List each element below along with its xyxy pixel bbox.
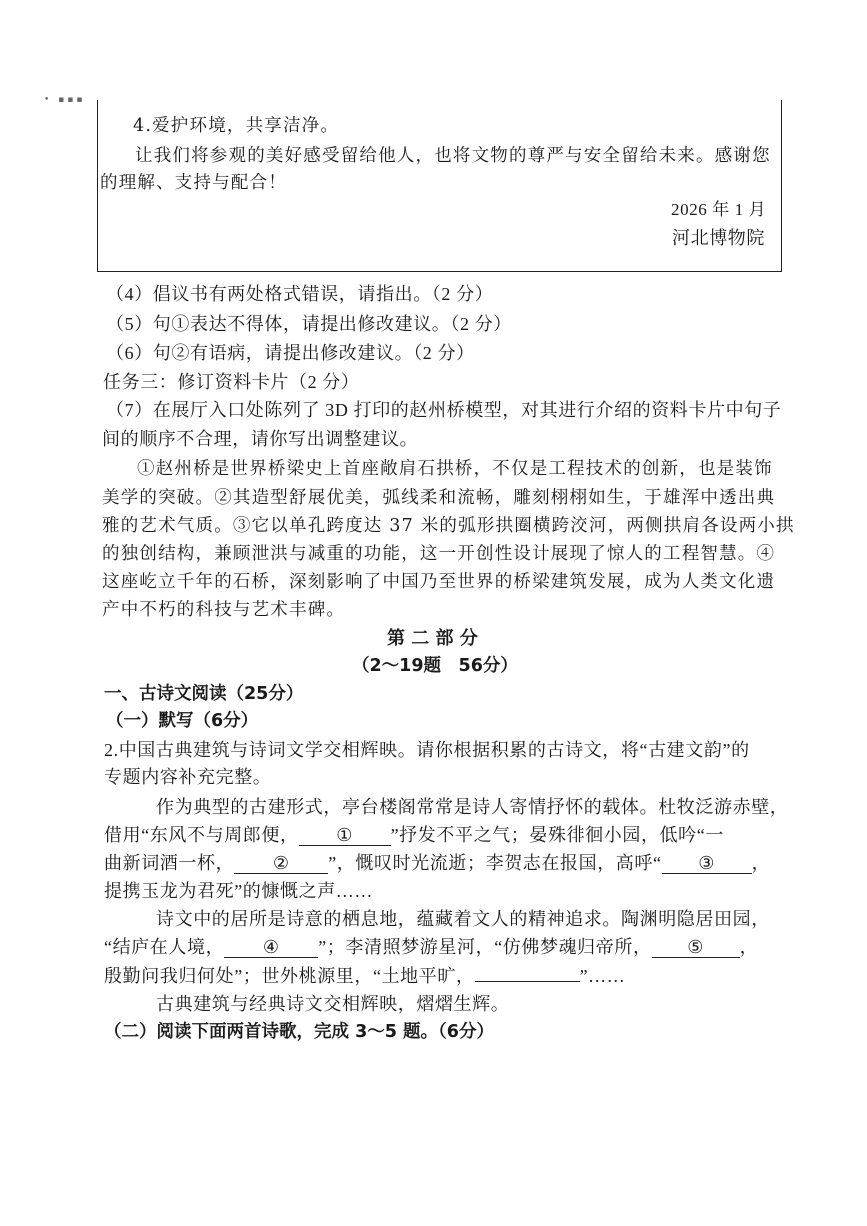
fill-blank-5[interactable]: ⑤	[652, 937, 740, 958]
question-5: （5）句①表达不得体，请提出修改建议。（2 分）	[106, 314, 512, 334]
passage-p1-line-1: 作为典型的古建形式，亭台楼阁常常是诗人寄情抒怀的载体。杜牧泛游赤壁，	[156, 797, 789, 817]
passage-text: ”，慨叹时光流逝；李贺志在报国，高呼“	[328, 853, 662, 873]
passage-p3: 古典建筑与经典诗文交相辉映，熠熠生辉。	[156, 994, 510, 1014]
passage-p1-line-2	[104, 821, 724, 847]
passage-text: “结庐在人境，	[104, 937, 225, 957]
card-line-1: ①赵州桥是世界桥梁史上首座敞肩石拱桥，不仅是工程技术的创新，也是装饰	[137, 459, 773, 479]
question-6: （6）句②有语病，请提出修改建议。（2 分）	[106, 343, 475, 363]
question-2-line-1: 2.中国古典建筑与诗词文学交相辉映。请你根据积累的古诗文，将“古建文韵”的	[104, 740, 750, 760]
passage-p2-line-3	[104, 961, 625, 988]
subsection-2-heading: （二）阅读下面两首诗歌，完成 3～5 题。（6分）	[104, 1022, 494, 1042]
part-2-subtitle: （2～19题 56分）	[352, 656, 518, 676]
notice-paragraph-line-1: 让我们将参观的美好感受留给他人，也将文物的尊严与安全留给未来。感谢您	[135, 146, 771, 166]
section-1-heading: 一、古诗文阅读（25分）	[104, 684, 304, 704]
passage-text: ”；李清照梦游星河，“仿佛梦魂归帝所，	[318, 937, 652, 957]
passage-text: ”……	[579, 966, 626, 986]
fill-blank-2[interactable]: ②	[234, 853, 328, 874]
passage-p1-line-4: 提携玉龙为君死”的慷慨之声……	[104, 881, 373, 901]
subsection-1-heading: （一）默写（6分）	[106, 711, 259, 731]
notice-date: 2026 年 1 月	[671, 200, 767, 219]
passage-text: ，	[739, 937, 759, 957]
scan-mark: • ▪▪▪	[44, 95, 86, 105]
card-line-3: 雅的艺术气质。③它以单孔跨度达 37 米的弧形拱圈横跨洨河，两侧拱肩各设两小拱	[102, 516, 795, 536]
passage-p2-line-2	[104, 933, 758, 959]
fill-blank-6[interactable]	[475, 961, 580, 982]
card-line-5: 这座屹立千年的石桥，深刻影响了中国乃至世界的桥梁建筑发展，成为人类文化遗	[102, 572, 776, 592]
passage-text: 殷勤问我归何处”；世外桃源里，“土地平旷，	[104, 966, 475, 986]
question-7-line-1: （7）在展厅入口处陈列了 3D 打印的赵州桥模型，对其进行介绍的资料卡片中句子	[106, 400, 782, 420]
notice-paragraph-line-2: 的理解、支持与配合！	[100, 173, 287, 193]
card-line-4: 的独创结构，兼顾泄洪与减重的功能，这一开创性设计展现了惊人的工程智慧。④	[102, 544, 776, 564]
fill-blank-1[interactable]: ①	[299, 825, 391, 846]
card-line-6: 产中不朽的科技与艺术丰碑。	[102, 600, 346, 620]
card-line-2: 美学的突破。②其造型舒展优美，弧线柔和流畅，雕刻栩栩如生，于雄浑中透出典	[102, 488, 776, 508]
passage-text: 曲新词酒一杯，	[104, 853, 235, 873]
passage-text: 借用“东风不与周郎便，	[104, 825, 299, 845]
question-2-line-2: 专题内容补充完整。	[104, 767, 272, 787]
passage-text: ，	[751, 853, 771, 873]
question-4: （4）倡议书有两处格式错误，请指出。（2 分）	[106, 284, 494, 304]
question-7-line-2: 间的顺序不合理，请你写出调整建议。	[102, 429, 419, 449]
fill-blank-4[interactable]: ④	[224, 937, 318, 958]
notice-item-4: 4.爱护环境，共享洁净。	[133, 116, 340, 136]
task-3-heading: 任务三：修订资料卡片（2 分）	[103, 372, 360, 392]
fill-blank-3[interactable]: ③	[662, 853, 752, 874]
notice-signature: 河北博物院	[672, 228, 765, 248]
passage-text: ”抒发不平之气；晏殊徘徊小园，低吟“一	[390, 825, 724, 845]
part-2-title: 第 二 部 分	[387, 628, 478, 649]
passage-p2-line-1: 诗文中的居所是诗意的栖息地，蕴藏着文人的精神追求。陶渊明隐居田园，	[156, 909, 770, 929]
passage-p1-line-3	[104, 849, 770, 875]
